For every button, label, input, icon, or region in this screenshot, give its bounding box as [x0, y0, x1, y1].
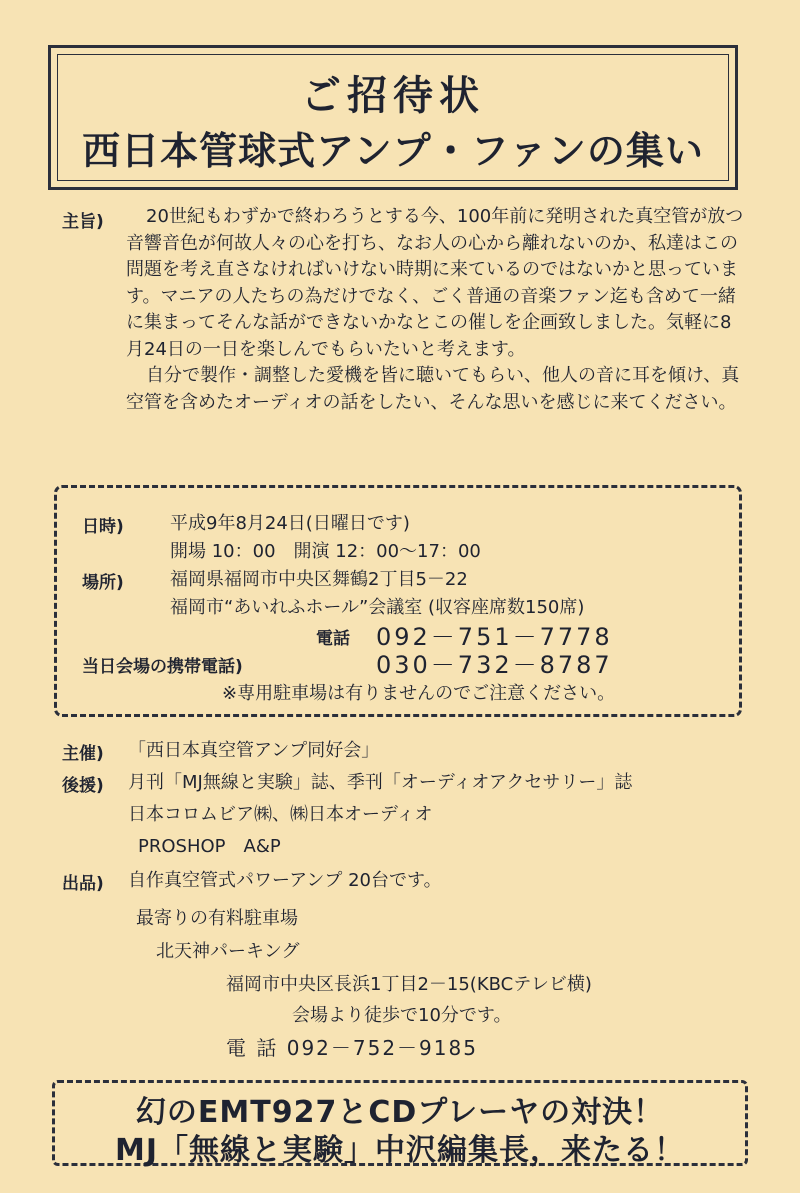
title-frame: [48, 45, 738, 190]
sponsors-label: 後援): [62, 776, 104, 796]
purpose-paragraph-1: 20世紀もわずかで終わろうとする今、100年前に発明された真空管が放つ音響音色が何故人々の心を打ち、なお人の心から離れないのか、私達はこの問題を考え直さなければいけない時期に来ているのではないかと思っています。マニアの人たちの為だけでなく、ごく普通の音楽ファン迄も含めて一緒に集まってそんな話ができないかなとこの催しを企画致しました。気軽に8月24日の一日を楽しんでもらいたいと考えます。: [126, 206, 744, 360]
event-title: 西日本管球式アンプ・ファンの集い: [82, 129, 704, 173]
organizer-value: 「西日本真空管アンプ同好会」: [128, 740, 380, 761]
venue-phone: 092－751－7778: [376, 623, 613, 651]
mobile-phone: 030－732－8787: [376, 651, 613, 679]
venue-name: 福岡市“あいれふホール”会議室 (収容座席数150席): [170, 597, 585, 618]
highlight-banner: [52, 1080, 748, 1166]
parking-address: 福岡市中央区長浜1丁目2－15(KBCテレビ横): [226, 974, 592, 995]
parking-walk: 会場より徒歩で10分です。: [292, 1005, 512, 1026]
banner-line-2: MJ「無線と実験」中沢編集長，来たる！: [114, 1133, 685, 1168]
mobile-label: 当日会場の携帯電話): [82, 657, 243, 677]
purpose-paragraph-2: 自分で製作・調整した愛機を皆に聴いてもらい、他人の音に耳を傾け、真空管を含めたオーディオの話をしたい、そんな思いを感じに来てください。: [126, 365, 740, 413]
sponsors-line-1: 月刊「MJ無線と実験」誌、季刊「オーディオアクセサリー」誌: [128, 772, 633, 793]
parking-title: 最寄りの有料駐車場: [136, 908, 298, 929]
banner-line-1: 幻のEMT927とCDプレーヤの対決！: [135, 1095, 665, 1130]
exhibits-value: 自作真空管式パワーアンプ 20台です。: [128, 870, 442, 891]
exhibits-label: 出品): [62, 874, 104, 894]
invitation-title: ご招待状: [301, 73, 485, 119]
purpose-text: [126, 204, 746, 416]
event-date: 平成9年8月24日(日曜日です): [170, 513, 410, 534]
organizer-label: 主催): [62, 744, 104, 764]
venue-address: 福岡県福岡市中央区舞鶴2丁目5－22: [170, 569, 468, 590]
purpose-label: 主旨): [62, 212, 104, 232]
tel-label: 電話: [316, 629, 350, 649]
parking-phone: 電 話 092－752－9185: [226, 1036, 478, 1060]
parking-note: ※専用駐車場は有りませんのでご注意ください。: [222, 683, 616, 704]
sponsors-line-3: PROSHOP A&P: [138, 836, 281, 857]
sponsors-line-2: 日本コロムビア㈱、㈱日本オーディオ: [128, 804, 433, 825]
event-times: 開場 10：00 開演 12：00～17：00: [170, 541, 481, 562]
datetime-label: 日時): [82, 517, 124, 537]
parking-name: 北天神パーキング: [156, 941, 300, 962]
place-label: 場所): [82, 573, 124, 593]
